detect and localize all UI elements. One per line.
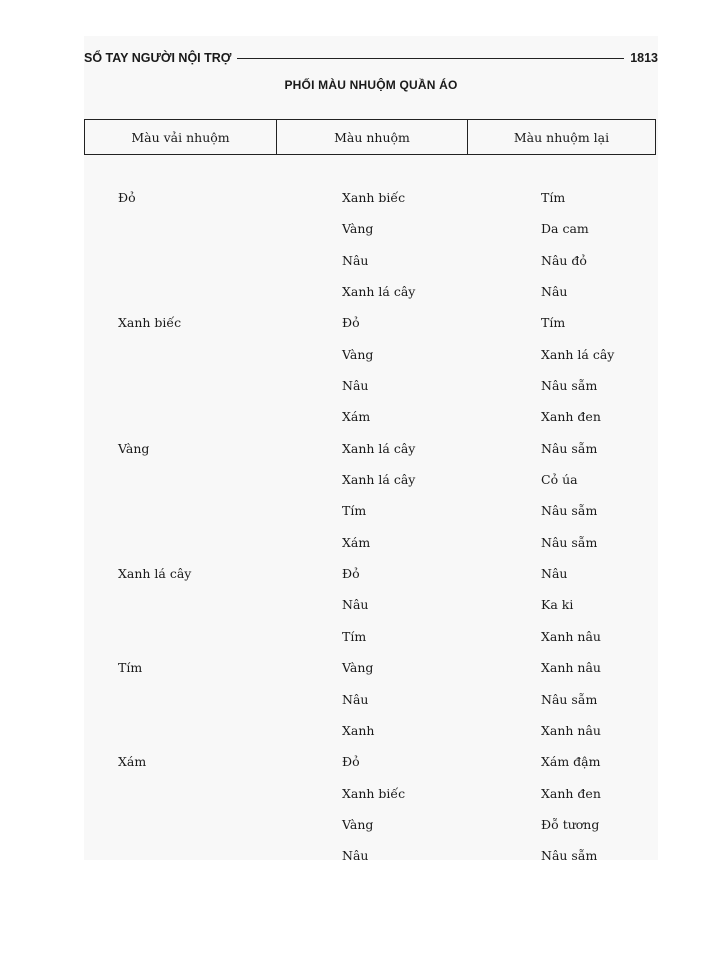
book-title: SỔ TAY NGƯỜI NỘI TRỢ xyxy=(84,51,232,65)
redye-color-cell: Cỏ úa xyxy=(541,472,578,488)
redye-color-cell: Xanh đen xyxy=(541,409,601,425)
dye-color-cell: Đỏ xyxy=(342,754,360,770)
table-row xyxy=(0,499,704,530)
table-row xyxy=(0,719,704,750)
redye-color-cell: Nâu sẫm xyxy=(541,440,598,456)
fabric-color-cell: Xanh biếc xyxy=(118,315,182,331)
dye-color-cell: Xanh xyxy=(342,722,375,738)
dye-color-cell: Tím xyxy=(342,503,367,519)
table-row xyxy=(0,562,704,593)
redye-color-cell: Tím xyxy=(541,315,566,331)
redye-color-cell: Ka ki xyxy=(541,597,574,613)
column-header-fabric-color: Màu vải nhuộm xyxy=(85,120,277,154)
fabric-color-cell: Xanh lá cây xyxy=(118,566,192,582)
table-row xyxy=(0,531,704,562)
table-row xyxy=(0,593,704,624)
table-row xyxy=(0,437,704,468)
redye-color-cell: Nâu sẫm xyxy=(541,378,598,394)
redye-color-cell: Xanh đen xyxy=(541,785,601,801)
fabric-color-cell: Đỏ xyxy=(118,190,136,205)
table-body xyxy=(0,186,704,876)
table-row xyxy=(0,374,704,405)
dye-color-cell: Vàng xyxy=(342,816,374,832)
table-row xyxy=(0,750,704,781)
dye-color-cell: Tím xyxy=(342,628,367,644)
table-row xyxy=(0,343,704,374)
redye-color-cell: Nâu sẫm xyxy=(541,534,598,550)
redye-color-cell: Xanh nâu xyxy=(541,660,601,676)
dye-color-cell: Đỏ xyxy=(342,566,360,582)
dye-color-cell: Xám xyxy=(342,534,371,550)
dye-color-cell: Vàng xyxy=(342,346,374,362)
table-row xyxy=(0,625,704,656)
redye-color-cell: Xanh nâu xyxy=(541,722,601,738)
dye-color-cell: Nâu xyxy=(342,597,369,613)
table-row xyxy=(0,782,704,813)
redye-color-cell: Nâu xyxy=(541,566,568,582)
dye-color-cell: Nâu xyxy=(342,378,369,394)
page-number: 1813 xyxy=(630,51,658,65)
dye-color-cell: Nâu xyxy=(342,252,369,268)
table-row xyxy=(0,280,704,311)
section-title: PHỐI MÀU NHUỘM QUẦN ÁO xyxy=(284,78,458,92)
fabric-color-cell: Vàng xyxy=(118,440,150,456)
table-row xyxy=(0,249,704,280)
fabric-color-cell: Xám xyxy=(118,754,147,770)
redye-color-cell: Da cam xyxy=(541,221,589,237)
dye-color-cell: Vàng xyxy=(342,221,374,237)
redye-color-cell: Xanh nâu xyxy=(541,628,601,644)
table-row xyxy=(0,844,704,875)
dye-color-cell: Xanh lá cây xyxy=(342,472,416,488)
redye-color-cell: Xanh lá cây xyxy=(541,346,615,362)
dye-color-cell: Nâu xyxy=(342,848,369,864)
table-row xyxy=(0,468,704,499)
redye-color-cell: Xám đậm xyxy=(541,754,601,770)
dye-color-cell: Xanh lá cây xyxy=(342,440,416,456)
redye-color-cell: Nâu sẫm xyxy=(541,848,598,864)
fabric-color-cell: Tím xyxy=(118,660,143,676)
dye-color-cell: Xanh biếc xyxy=(342,785,406,801)
column-header-redye-color: Màu nhuộm lại xyxy=(513,129,610,145)
dye-color-cell: Đỏ xyxy=(342,315,360,331)
redye-color-cell: Tím xyxy=(541,190,566,205)
redye-color-cell: Đỗ tương xyxy=(541,816,600,832)
redye-color-cell: Nâu sẫm xyxy=(541,503,598,519)
table-row xyxy=(0,813,704,844)
table-row xyxy=(0,186,704,217)
running-header xyxy=(84,48,658,68)
table-header xyxy=(84,119,656,155)
column-header-dye-color: Màu nhuộm xyxy=(277,120,468,154)
dye-color-cell: Xanh biếc xyxy=(342,190,406,205)
dye-color-cell: Vàng xyxy=(342,660,374,676)
redye-color-cell: Nâu sẫm xyxy=(541,691,598,707)
table-row xyxy=(0,656,704,687)
header-rule xyxy=(237,58,624,59)
redye-color-cell: Nâu đỏ xyxy=(541,252,587,268)
table-row xyxy=(0,405,704,436)
table-row xyxy=(0,688,704,719)
dye-color-cell: Xám xyxy=(342,409,371,425)
redye-color-cell: Nâu xyxy=(541,284,568,300)
table-row xyxy=(0,311,704,342)
dye-color-cell: Xanh lá cây xyxy=(342,284,416,300)
dye-color-cell: Nâu xyxy=(342,691,369,707)
table-row xyxy=(0,217,704,248)
